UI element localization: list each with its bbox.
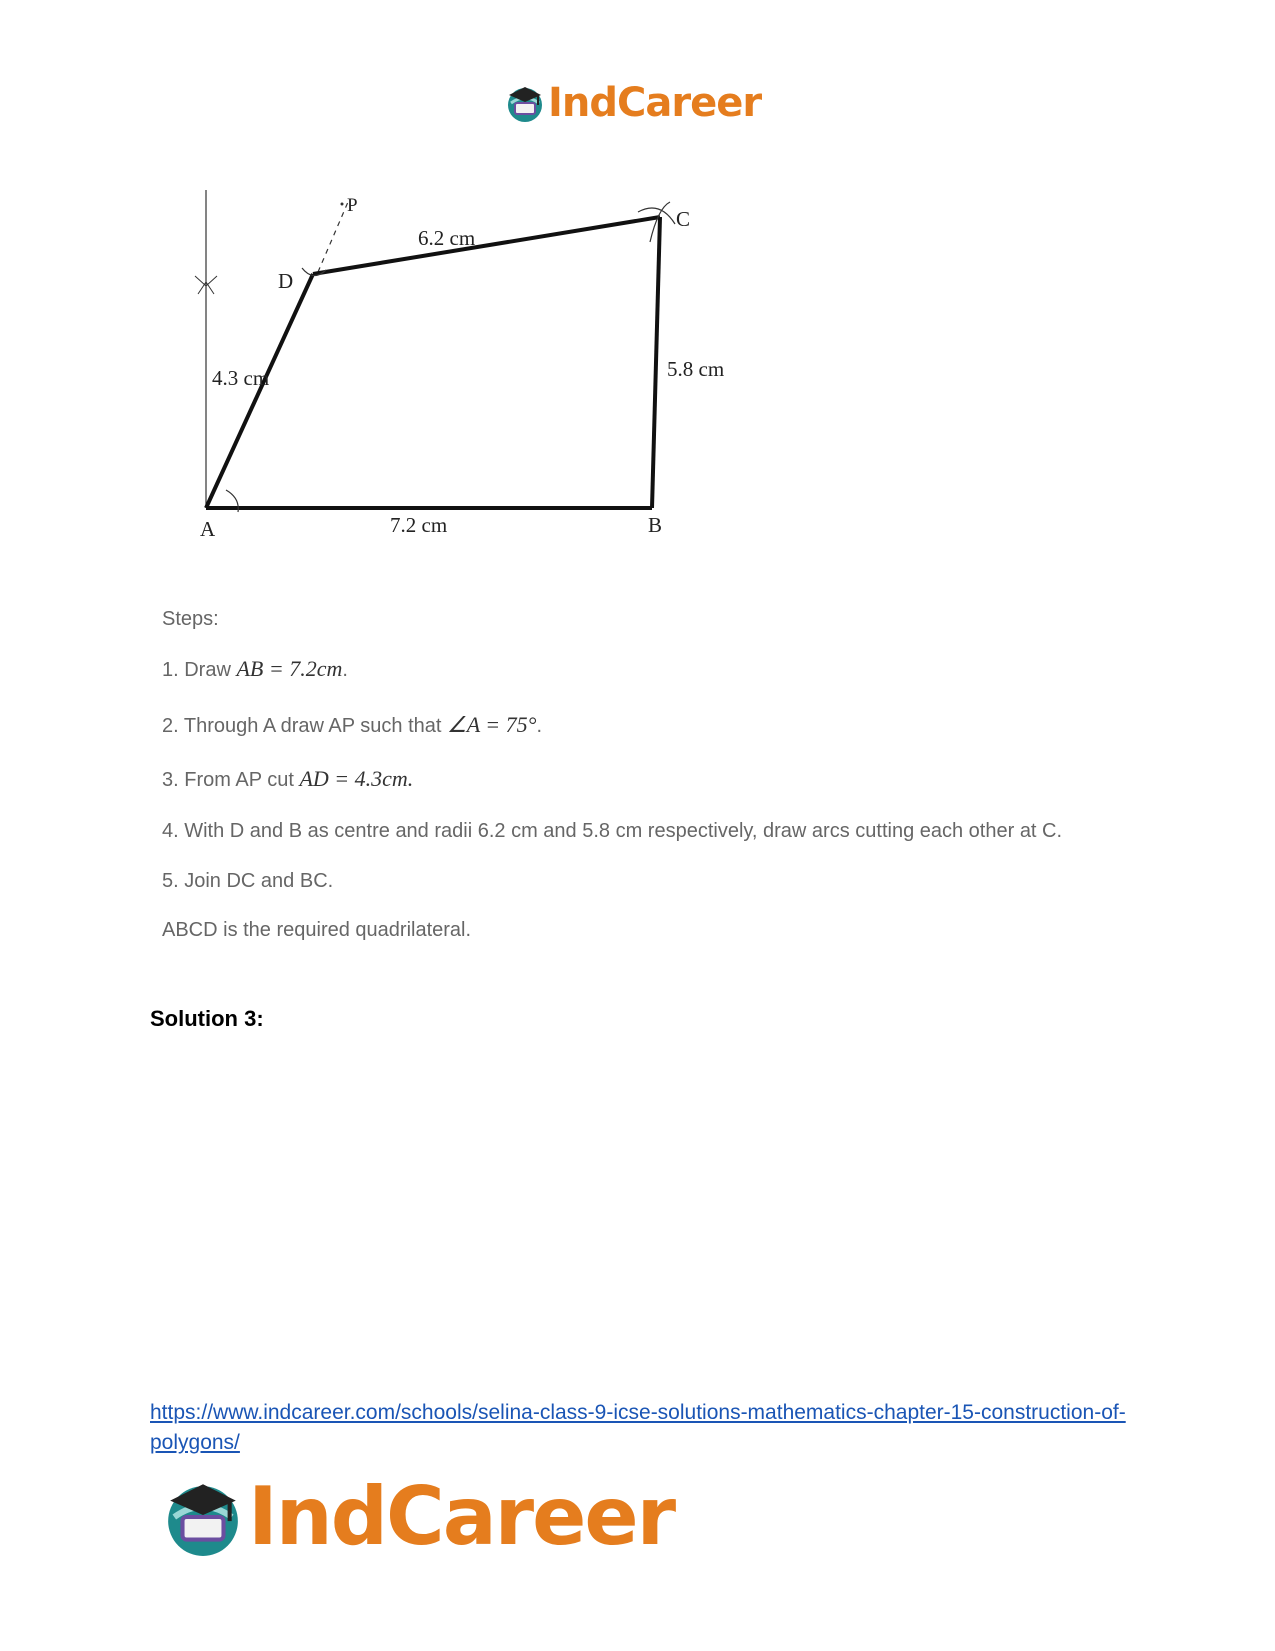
conclusion: ABCD is the required quadrilateral. xyxy=(162,919,472,941)
source-link[interactable]: https://www.indcareer.com/schools/selina-class-9-icse-solutions-mathematics-chapter-15-construction-of-polygons/ xyxy=(150,1401,1126,1454)
step-2-text: 2. Through A draw AP such that xyxy=(162,715,442,737)
label-ab-length: 7.2 cm xyxy=(390,513,448,537)
step-3 xyxy=(162,766,413,792)
point-p-dot xyxy=(341,203,344,206)
quadrilateral-figure xyxy=(170,190,790,580)
step-1 xyxy=(162,656,348,682)
steps-heading: Steps: xyxy=(162,608,219,630)
graduation-globe-icon xyxy=(505,83,545,123)
side-dc xyxy=(313,217,660,274)
step-4: 4. With D and B as centre and radii 6.2 cm and 5.8 cm respectively, draw arcs cutting each other at C. xyxy=(162,820,1063,842)
step-2-math: ∠A = 75° xyxy=(447,712,537,737)
step-3-text: 3. From AP cut xyxy=(162,769,294,791)
label-point-c: C xyxy=(676,207,691,231)
step-2-end: . xyxy=(536,715,542,737)
side-ad xyxy=(206,274,313,508)
indcareer-logo-top xyxy=(505,80,761,126)
label-bc-length: 5.8 cm xyxy=(667,357,725,381)
step-1-math: AB = 7.2cm xyxy=(236,656,343,681)
indcareer-logo-bottom xyxy=(162,1470,674,1563)
ray-ap xyxy=(318,202,348,272)
side-bc xyxy=(652,217,660,508)
label-ad-length: 4.3 cm xyxy=(212,366,270,390)
construction-diagram xyxy=(170,190,790,580)
step-2 xyxy=(162,712,542,738)
label-dc-length: 6.2 cm xyxy=(418,226,476,250)
logo-wordmark: IndCareer xyxy=(548,80,762,126)
step-1-end: . xyxy=(342,659,348,681)
solution-heading: Solution 3: xyxy=(150,1006,264,1031)
label-point-b: B xyxy=(648,513,663,537)
step-5: 5. Join DC and BC. xyxy=(162,870,334,892)
label-point-p: P xyxy=(347,195,358,216)
logo-wordmark: IndCareer xyxy=(248,1470,675,1563)
label-point-d: D xyxy=(278,269,294,293)
step-3-math: AD = 4.3cm. xyxy=(299,766,414,791)
graduation-globe-icon xyxy=(162,1476,244,1558)
label-point-a: A xyxy=(200,517,216,541)
step-1-text: 1. Draw xyxy=(162,659,231,681)
